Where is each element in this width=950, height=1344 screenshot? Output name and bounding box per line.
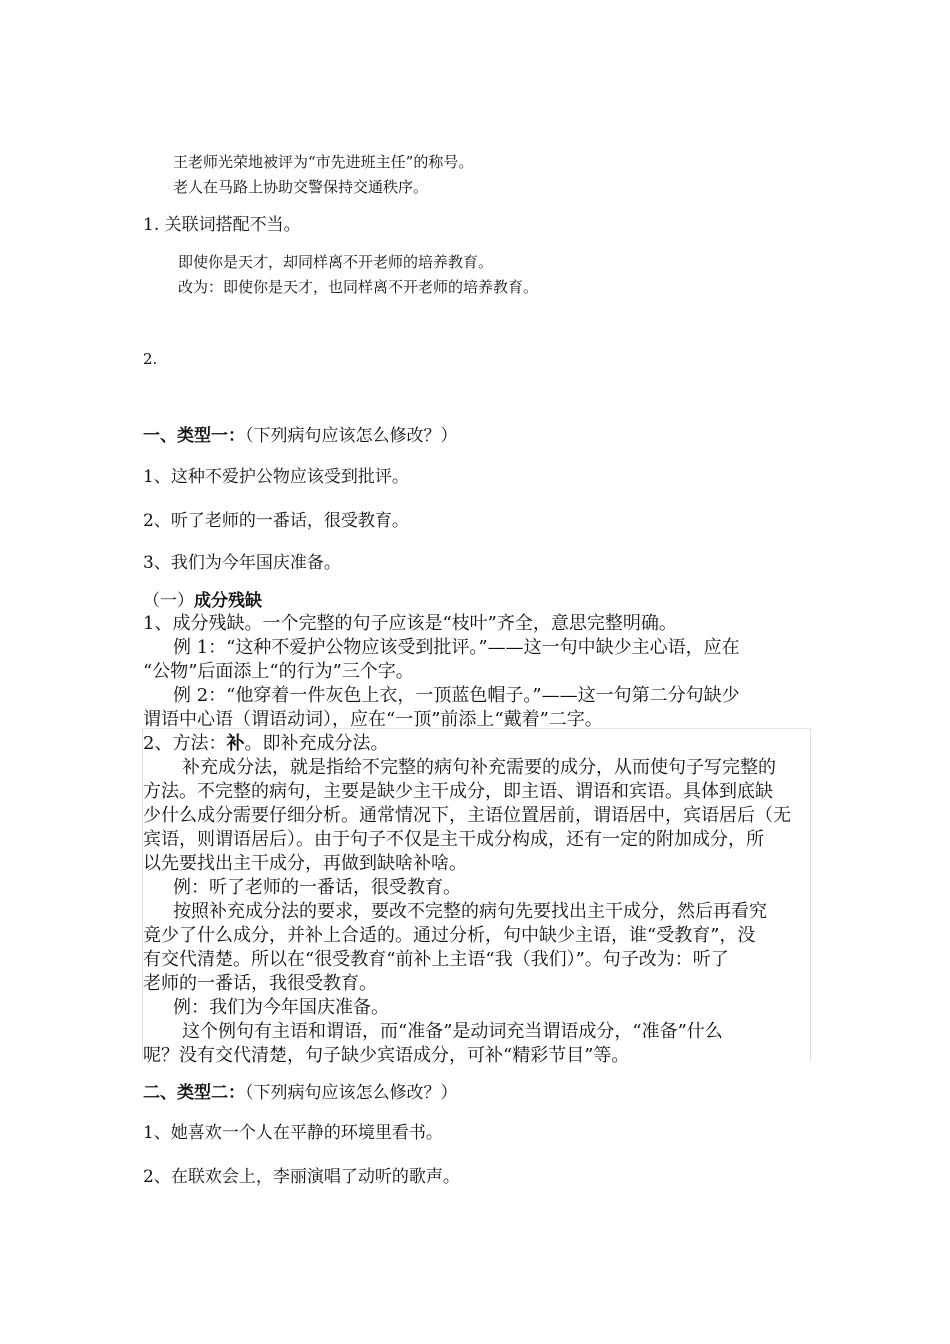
paragraph-line: 方法。不完整的病句，主要是缺少主干成分，即主语、谓语和宾语。具体到底缺 [143,781,773,802]
item-heading: 1. 关联词搭配不当。 [143,215,301,235]
question: 2、听了老师的一番话，很受教育。 [143,511,409,531]
heading-label: 二、类型二： [143,1083,245,1103]
corrected-sentence: 改为：即使你是天才，也同样离不开老师的培养教育。 [178,278,539,296]
heading-label: 一、类型一： [143,426,245,446]
paragraph-line: 谓语中心语（谓语动词），应在“一顶”前添上“戴着”二字。 [143,709,603,730]
heading-prompt: （下列病句应该怎么修改？） [245,1083,458,1103]
paragraph-line: 例 1：“这种不爱护公物应该受到批评。”——这一句中缺少主心语，应在 [173,637,740,658]
heading-prompt: （下列病句应该怎么修改？） [245,426,458,446]
paragraph-line: 有交代清楚。所以在“很受教育“前补上主语“我（我们）”。句子改为：听了 [143,949,729,970]
item-number: 2. [143,350,158,368]
subsection-title: 成分残缺 [194,591,262,611]
section-heading-type1 [143,421,458,446]
paragraph-line: 1、成分残缺。一个完整的句子应该是“枝叶”齐全，意思完整明确。 [143,613,677,634]
paragraph-line: 例：我们为今年国庆准备。 [173,997,389,1018]
example-sentence: 即使你是天才，却同样离不开老师的培养教育。 [178,253,494,271]
question: 3、我们为今年国庆准备。 [143,553,341,573]
subsection-prefix: （一） [143,591,194,611]
paragraph-line: 按照补充成分法的要求，要改不完整的病句先要找出主干成分，然后再看究 [173,901,767,922]
paragraph-line: 少什么成分需要仔细分析。通常情况下，主语位置居前，谓语居中，宾语居后（无 [143,805,791,826]
method-keyword: 补 [226,733,245,754]
paragraph-line: “公物”后面添上“的行为”三个字。 [143,661,414,682]
question: 1、她喜欢一个人在平静的环境里看书。 [143,1123,443,1143]
paragraph-line: 例：听了老师的一番话，很受教育。 [173,877,461,898]
text-line: 老人在马路上协助交警保持交通秩序。 [173,178,429,196]
paragraph-line: 补充成分法，就是指给不完整的病句补充需要的成分，从而使句子写完整的 [182,757,776,778]
method-prefix: 2、方法： [143,733,227,754]
paragraph-line: 以先要找出主干成分，再做到缺啥补啥。 [143,853,467,874]
paragraph-line: 竟少了什么成分，并补上合适的。通过分析，句中缺少主语，谁“受教育”，没 [143,925,756,946]
question: 1、这种不爱护公物应该受到批评。 [143,467,409,487]
method-heading [143,729,388,755]
paragraph-line: 老师的一番话，我很受教育。 [143,973,377,994]
paragraph-line: 例 2：“他穿着一件灰色上衣，一顶蓝色帽子。”——这一句第二分句缺少 [173,685,740,706]
section-heading-type2 [143,1078,458,1103]
paragraph-line: 呢？没有交代清楚，句子缺少宾语成分，可补“精彩节目”等。 [143,1045,630,1066]
text-line: 王老师光荣地被评为“市先进班主任”的称号。 [173,153,474,171]
paragraph-line: 这个例句有主语和谓语，而“准备”是动词充当谓语成分，“准备”什么 [182,1021,723,1042]
method-suffix: 。即补充成分法。 [244,733,389,754]
subsection-heading [143,586,262,611]
paragraph-line: 宾语，则谓语居后）。由于句子不仅是主干成分构成，还有一定的附加成分，所 [143,829,764,850]
question: 2、在联欢会上，李丽演唱了动听的歌声。 [143,1167,460,1187]
